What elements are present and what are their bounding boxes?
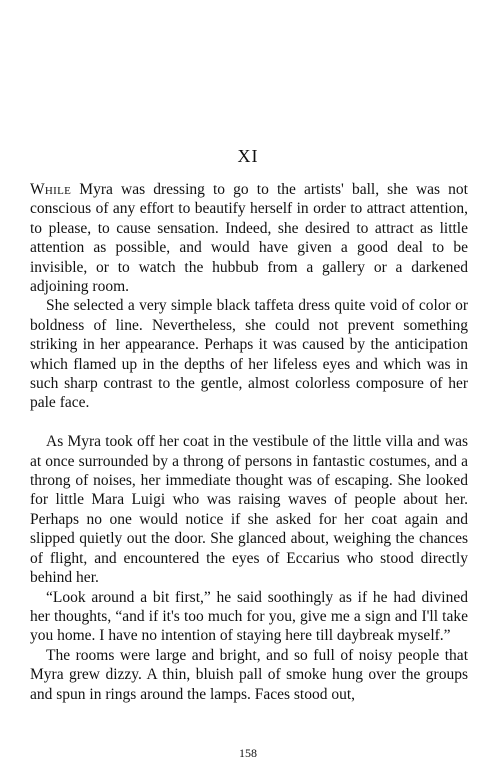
chapter-heading: XI (237, 146, 259, 166)
page-number: 158 (239, 746, 257, 760)
paragraph-1 (30, 180, 468, 296)
paragraph-4: “Look around a bit first,” he said soothingly as if he had divined her thoughts, “and if it's too much for you, give me a sign and I'll take you home. I have no intention of staying here till daybreak myself.” (30, 588, 468, 645)
paragraph-2: She selected a very simple black taffeta dress quite void of color or boldness of line. Nevertheless, she could not prevent something striking in her appearance. Perhaps it was caused by the anticipation which flamed up in the depths of her lifeless eyes and which was in such sharp contrast to the gentle, almost colorless composure of her pale face. (30, 297, 468, 412)
chapter-body (30, 180, 468, 704)
paragraph-3: As Myra took off her coat in the vestibule of the little villa and was at once surrounded by a throng of persons in fantastic costumes, and a throng of noises, her immediate thought was of escaping. She looked for little Mara Luigi who was raising waves of people about her. Perhaps no one would notice if she asked for her coat again and slipped quietly out the door. She glanced about, weighing the chances of flight, and encountered the eyes of Eccarius who stood directly behind her. (30, 433, 468, 587)
paragraph-1-text: Myra was dressing to go to the artists' ball, she was not conscious of any effort to beautify herself in order to attract attention, to please, to cause sensation. Indeed, she desired to attract as little attention as possible, and would have given a good deal to be invisible, or to watch the hubbub from a gallery or a darkened adjoining room. (30, 181, 468, 296)
paragraph-5: The rooms were large and bright, and so full of noisy people that Myra grew dizzy. A thin, bluish pall of smoke hung over the groups and spun in rings around the lamps. Faces stood out, (30, 646, 468, 703)
opening-word: While (30, 181, 72, 198)
